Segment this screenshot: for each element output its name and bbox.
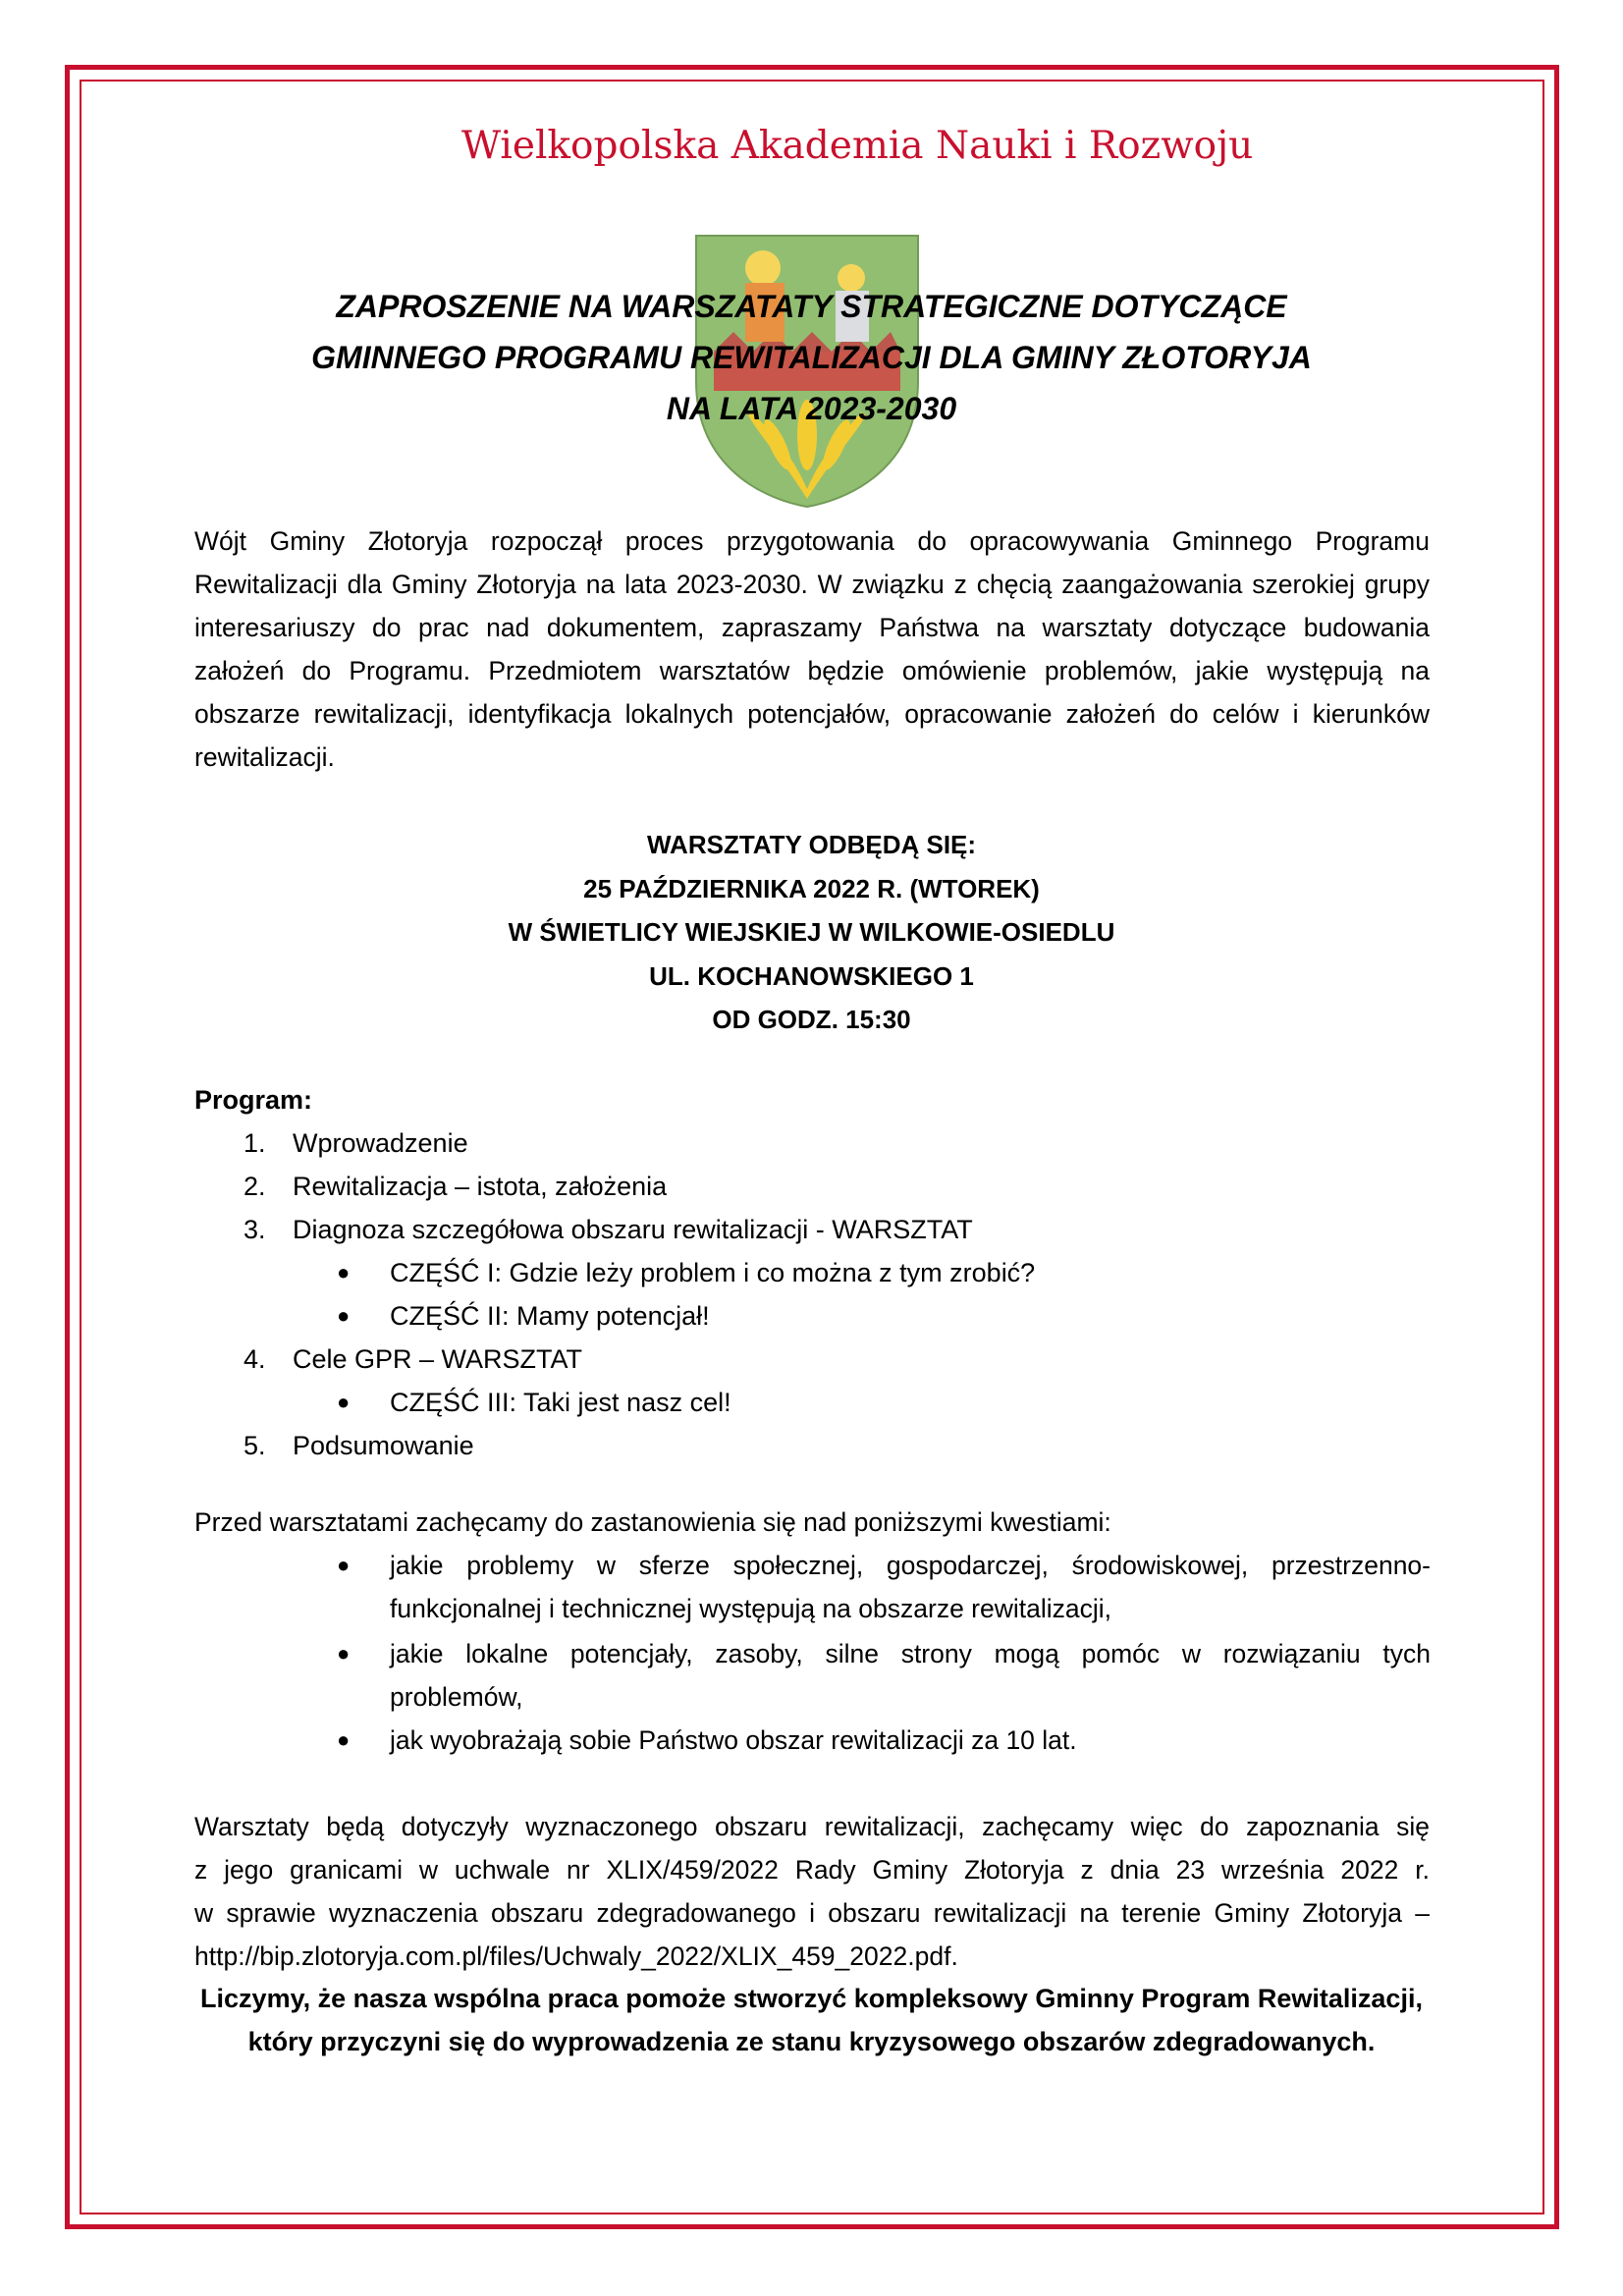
bullet-icon: ● <box>337 1727 351 1752</box>
document-title <box>196 281 1427 434</box>
bullet-icon: ● <box>337 1390 351 1414</box>
item-label: Podsumowanie <box>293 1431 474 1460</box>
item-label: Rewitalizacja – istota, założenia <box>293 1172 668 1201</box>
bullet-icon: ● <box>337 1641 351 1666</box>
bullet-icon: ● <box>337 1260 351 1285</box>
closing-line: Liczymy, że nasza wspólna praca pomoże stworzyć kompleksowy Gminny Program Rewitalizacji, <box>200 1984 1423 2013</box>
intro-paragraph <box>194 519 1430 779</box>
subitem-label: CZĘŚĆ II: Mamy potencjał! <box>390 1301 710 1331</box>
bullet-icon: ● <box>337 1303 351 1328</box>
subitem-label: CZĘŚĆ I: Gdzie leży problem i co można z tym zrobić? <box>390 1258 1036 1287</box>
question-line: problemów, <box>390 1682 523 1712</box>
item-number: 3. <box>243 1215 266 1244</box>
resolution-link[interactable]: http://bip.zlotoryja.com.pl/files/Uchwaly_2022/XLIX_459_2022.pdf. <box>194 1941 958 1971</box>
intro-line: Rewitalizacji dla Gminy Złotoryja na lata 2023-2030. W związku z chęcią zaangażowania szerokiej grupy <box>194 570 1430 599</box>
item-label: Wprowadzenie <box>293 1128 468 1158</box>
title-line: NA LATA 2023-2030 <box>666 391 957 426</box>
question-item <box>390 1719 1431 1762</box>
question-item <box>390 1632 1431 1719</box>
question-line: jakie problemy w sferze społecznej, gospodarczej, środowiskowej, przestrzenno- <box>390 1551 1431 1580</box>
item-number: 1. <box>243 1128 266 1158</box>
event-time: OD GODZ. 15:30 <box>712 1005 911 1034</box>
title-line: ZAPROSZENIE NA WARSZATATY STRATEGICZNE DOTYCZĄCE <box>336 289 1287 324</box>
item-label: Cele GPR – WARSZTAT <box>293 1344 583 1374</box>
resolution-line: z jego granicami w uchwale nr XLIX/459/2022 Rady Gminy Złotoryja z dnia 23 września 2022 r. <box>194 1855 1430 1885</box>
question-line: jakie lokalne potencjały, zasoby, silne strony mogą pomóc w rozwiązaniu tych <box>390 1639 1431 1668</box>
intro-line: interesariuszy do prac nad dokumentem, zapraszamy Państwa na warsztaty dotyczące budowania <box>194 613 1430 642</box>
event-address: UL. KOCHANOWSKIEGO 1 <box>649 960 974 991</box>
closing-line: który przyczyni się do wyprowadzenia ze stanu kryzysowego obszarów zdegradowanych. <box>247 2027 1376 2056</box>
event-venue: W ŚWIETLICY WIEJSKIEJ W WILKOWIE-OSIEDLU <box>508 917 1115 947</box>
intro-line: obszarze rewitalizacji, identyfikacja lokalnych potencjałów, opracowanie założeń do celów i kierunków <box>194 699 1430 729</box>
event-heading: WARSZTATY ODBĘDĄ SIĘ: <box>646 830 977 859</box>
title-line: GMINNEGO PROGRAMU REWITALIZACJI DLA GMINY ZŁOTORYJA <box>311 340 1312 375</box>
organization-logo <box>460 96 1254 175</box>
item-number: 2. <box>243 1172 266 1201</box>
event-details <box>196 823 1427 1042</box>
resolution-line: w sprawie wyznaczenia obszaru zdegradowanego i obszaru rewitalizacji na terenie Gminy Złotoryja – <box>194 1898 1430 1928</box>
question-line: jak wyobrażają sobie Państwo obszar rewitalizacji za 10 lat. <box>390 1725 1077 1755</box>
logo-text: Wielkopolska Akademia Nauki i Rozwoju <box>461 124 1254 168</box>
item-number: 5. <box>243 1431 266 1460</box>
item-label: Diagnoza szczegółowa obszaru rewitalizacji - WARSZTAT <box>293 1215 973 1244</box>
intro-line: rewitalizacji. <box>194 742 335 772</box>
program-heading: Program: <box>194 1085 313 1115</box>
subitem-label: CZĘŚĆ III: Taki jest nasz cel! <box>390 1388 731 1417</box>
questions-intro: Przed warsztatami zachęcamy do zastanowienia się nad poniższymi kwestiami: <box>194 1507 1111 1537</box>
resolution-line: Warsztaty będą dotyczyły wyznaczonego obszaru rewitalizacji, zachęcamy więc do zapoznania się <box>194 1812 1430 1841</box>
intro-line: Wójt Gminy Złotoryja rozpoczął proces przygotowania do opracowywania Gminnego Programu <box>194 526 1430 556</box>
question-item <box>390 1544 1431 1630</box>
closing-statement <box>196 1977 1427 2063</box>
item-number: 4. <box>243 1344 266 1374</box>
bullet-icon: ● <box>337 1553 351 1577</box>
resolution-paragraph <box>194 1805 1430 1978</box>
question-line: funkcjonalnej i technicznej występują na obszarze rewitalizacji, <box>390 1594 1112 1623</box>
intro-line: założeń do Programu. Przedmiotem warsztatów będzie omówienie problemów, jakie występują na <box>194 656 1430 685</box>
event-date: 25 PAŹDZIERNIKA 2022 R. (WTOREK) <box>583 873 1040 903</box>
